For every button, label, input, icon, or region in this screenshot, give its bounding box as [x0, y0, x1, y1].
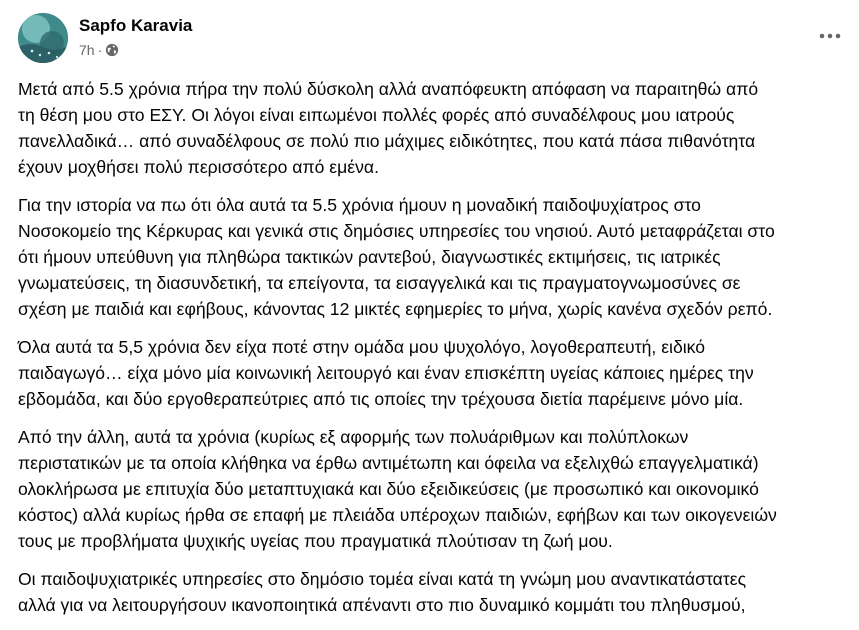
post-paragraph — [18, 334, 852, 412]
more-options-icon — [819, 33, 841, 39]
text-line: Μετά από 5.5 χρόνια πήρα την πολύ δύσκολη αλλά αναπόφευκτη απόφαση να παραιτηθώ από — [18, 79, 759, 99]
text-line: σχέση με παιδιά και εφήβους, κάνοντας 12 μικτές εφημερίες το μήνα, χωρίς κανένα σχεδόν ρεπό. — [18, 299, 773, 319]
post-paragraph — [18, 424, 852, 554]
avatar[interactable] — [18, 13, 68, 63]
text-line: παιδαγωγό… είχα μόνο μία κοινωνική λειτουργό και έναν επισκέπτη υγείας κάποιες ημέρες την — [18, 363, 754, 383]
avatar-image — [18, 13, 68, 63]
text-line: τη θέση μου στο ΕΣΥ. Οι λόγοι είναι ειπωμένοι πολλές φορές από συναδέλφους μου ιατρούς — [18, 105, 735, 125]
text-line: ολοκλήρωσα με επιτυχία δύο μεταπτυχιακά και δύο εξειδικεύσεις (με προσωπικό και οικονομικό — [18, 479, 759, 499]
post-time[interactable]: 7h — [79, 42, 95, 58]
more-options-button[interactable] — [812, 24, 848, 48]
text-line: εβδομάδα, και δύο εργοθεραπεύτριες από τις οποίες την τρέχουσα διετία παρέμεινε μόνο μία. — [18, 389, 744, 409]
text-line: τους με προβλήματα ψυχικής υγείας που πραγματικά πλούτισαν τη ζωή μου. — [18, 531, 613, 551]
author-name[interactable]: Sapfo Karavia — [79, 16, 193, 35]
globe-icon[interactable] — [105, 43, 119, 57]
post-paragraph — [18, 192, 852, 322]
text-line: Από την άλλη, αυτά τα χρόνια (κυρίως εξ αφορμής των πολυάριθμων και πολύπλοκων — [18, 427, 689, 447]
text-line: κόστος) αλλά κυρίως ήρθα σε επαφή με πλειάδα υπέροχων παιδιών, εφήβων και των οικογενειών — [18, 505, 777, 525]
text-line: περιστατικών με τα οποία κλήθηκα να έρθω αντιμέτωπη και όφειλα να εξελιχθώ επαγγελματικά) — [18, 453, 759, 473]
post-paragraph — [18, 566, 852, 618]
text-line: Νοσοκομείο της Κέρκυρας και γενικά στις δημόσιες υπηρεσίες του νησιού. Αυτό μεταφράζεται στο — [18, 221, 775, 241]
post-header — [0, 0, 859, 70]
text-line: πανελλαδικά… από συναδέλφους σε πολύ πιο μάχιμες ειδικότητες, που κατά πάσα πιθανότητα — [18, 131, 756, 151]
text-line: Για την ιστορία να πω ότι όλα αυτά τα 5.5 χρόνια ήμουν η μοναδική παιδοψυχίατρος στο — [18, 195, 701, 215]
post-meta — [79, 42, 119, 58]
meta-separator: · — [97, 42, 103, 58]
post-paragraph — [18, 76, 852, 180]
text-line: αλλά για να λειτουργήσουν ικανοποιητικά απέναντι στο πιο δυναμικό κομμάτι του πληθυσμού, — [18, 595, 746, 615]
text-line: Οι παιδοψυχιατρικές υπηρεσίες στο δημόσιο τομέα είναι κατά τη γνώμη μου αναντικατάστατες — [18, 569, 747, 589]
text-line: Όλα αυτά τα 5,5 χρόνια δεν είχα ποτέ στην ομάδα μου ψυχολόγο, λογοθεραπευτή, ειδικό — [18, 337, 706, 357]
text-line: γνωματεύσεις, τη διασυνδετική, τα επείγοντα, τα εισαγγελικά και τις πραγματογνωμοσύνες σε — [18, 273, 741, 293]
post-body — [18, 76, 852, 630]
text-line: έχουν μοχθήσει πολύ περισσότερο από εμένα. — [18, 157, 379, 177]
text-line: ότι ήμουν υπεύθυνη για πληθώρα τακτικών ραντεβού, διαγνωστικές εκτιμήσεις, τις ιατρικές — [18, 247, 721, 267]
